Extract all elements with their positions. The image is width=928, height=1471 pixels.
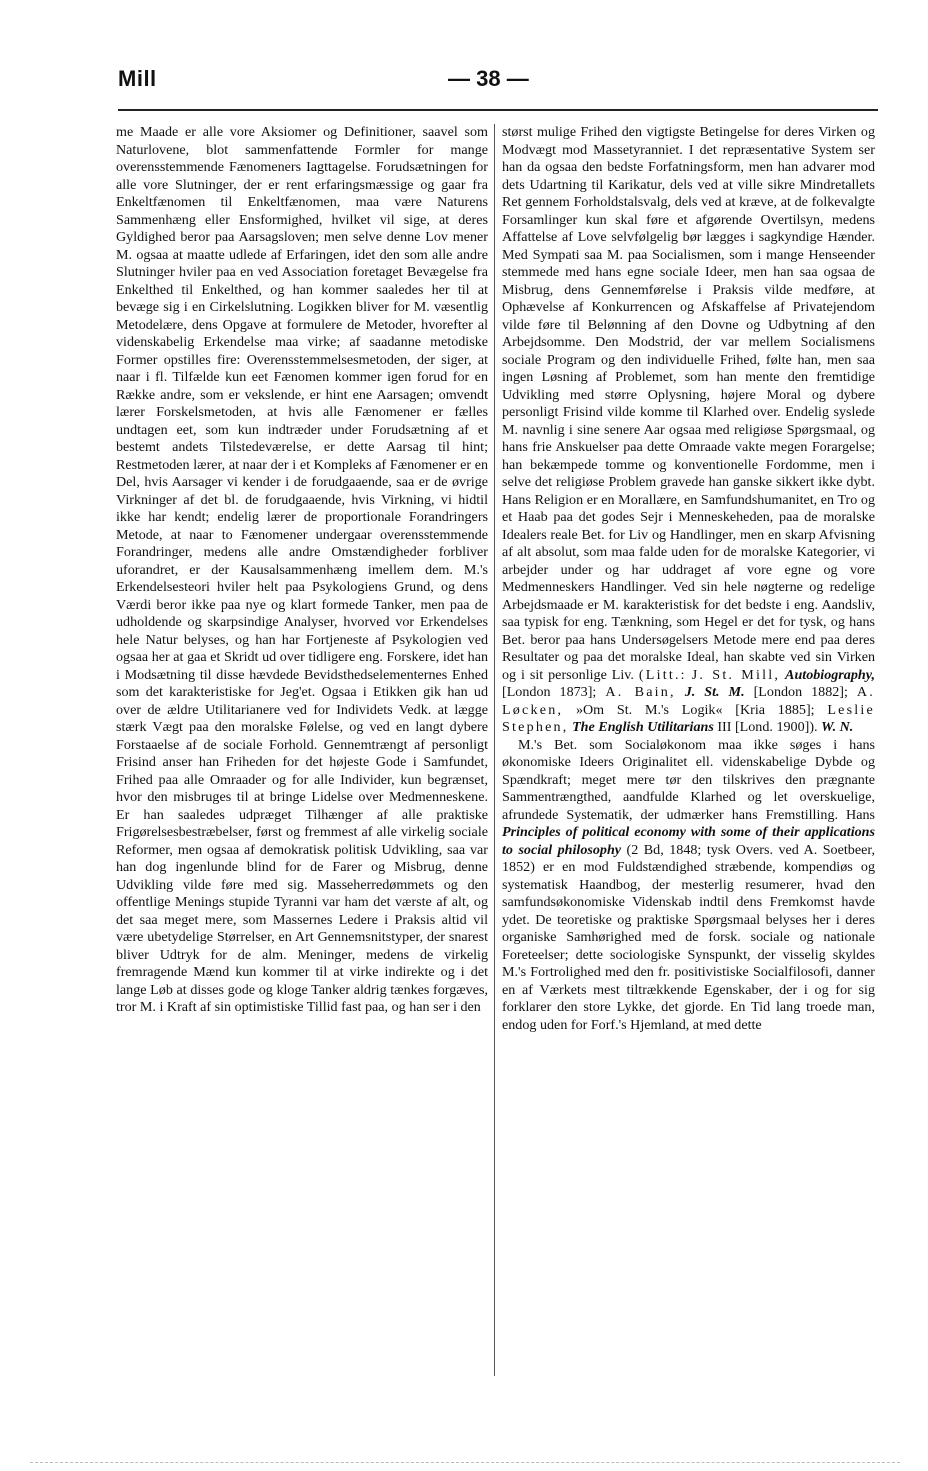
right-paragraph-2 [502,737,875,1035]
right-paragraph-1 [502,124,875,737]
page-number: — 38 — [448,66,529,91]
right-column [502,124,875,1034]
column-divider [494,124,495,1376]
scan-edge-line [30,1462,900,1463]
left-paragraph: me Maade er alle vore Aksiomer og Definitioner, saavel som Naturlovene, blot sammenfattende Formler for mange overensstemmende Fænomeners Iagttagelse. Forudsætningen for alle vore Slutninger, der er rent erfaringsmæssige og gaar fra Enkeltfænomen til Enkeltfænomen, maa være Naturens Sammenhæng eller Ensformighed, hvilket vil sige, at deres Gyldighed beror paa Aarsagsloven; men selve denne Lov mener M. ogsaa at maatte udlede af Erfaringen, idet den som alle andre Slutninger hviler paa en ved Association foretaget Bevægelse fra Enkelthed til Enkelthed, og han kommer saaledes her til at bevæge sig i en Cirkelslutning. Logikken bliver for M. væsentlig Metodelære, dens Opgave at formulere de Metoder, hvorefter al videnskabelig Erkendelse maa virke; af saadanne metodiske Former opstilles fire: Overensstemmelsesmetoden, der siger, at naar i fl. Tilfælde kun eet Fænomen kommer igen forud for en Række andre, som er vekslende, er hint ene Aarsagen; omvendt lærer Forskelsmetoden, at hvis alle Fænomener er fælles undtagen eet, som kun indtræder under Forudsætning af et bestemt andets Tilstedeværelse, er dette Aarsag til hint; Restmetoden lærer, at naar der i et Kompleks af Fænomener er en Del, hvis Aarsager vi kender i de forudgaaende, saa er de øvrige Virkninger af det bl. de forudgaaende, hvis Virkning, vi hidtil ikke har kendt; endelig lærer de proportionale Forandringers Metode, at naar to Fænomener undergaar overensstemmende Forandringer, medens alle andre Omstændigheder forbliver uforandret, er der Kausalsammenhæng imellem dem. M.'s Erkendelsesteori hviler helt paa Psykologiens Grund, og dens Værdi beror ikke paa nye og klart formede Tanker, men paa de udholdende og skarpsindige Analyser, hvorved vor Erkendelses hele Natur belyses, og han har Fortjeneste af Psykologien ved ogsaa her at gaa et Skridt ud over tidligere eng. Forskere, idet han i Modsætning til disse hævdede Bevidsthedselementernes Enhed som det karakteristiske for Jeg'et. Ogsaa i Etikken gik han ud over de ældre Utilitarianere ved for Individets Vedk. at lægge stærk Vægt paa den moralske Følelse, og ved en langt dybere Forstaaelse af de sociale Forhold. Gennemtrængt af personligt Frisind anser han Friheden for det højeste Gode i Samfundet, Frihed paa alle Omraader og for alle Individer, kun begrænset, hvor den misbruges til at bringe Lidelse over Medmenneskene. Er han saaledes udpræget Tilhænger af alle praktiske Frigørelsesbestræbelser, først og fremmest af alle virkelig sociale Reformer, men ogsaa af demokratisk politisk Udvikling, saa var han dog ingenlunde blind for de Farer og Misbrug, denne Udvikling vilde føre med sig. Masseherredømmets og den offentlige Menings stupide Tyranni var ham det værste af alt, og det saa meget mere, som Massernes Ledere i Praksis altid vil være ubetydelige Størrelser, en Art Gennemsnitstyper, der snarest bliver Udtryk for de alm. Meninger, medens de virkelig fremragende Mænd kun kommer til at virke indirekte og i det lange Løb at disses gode og kloge Tanker aldrig tænkes forgæves, tror M. i Kraft af sin optimistiske Tillid fast paa, og han ser i den [116,124,488,1015]
left-column [116,124,488,1017]
literature-jstm-pub: [London 1882]; [753,684,848,700]
literature-autobiography-pub: [London 1873]; [502,684,597,700]
literature-label: (Litt.: [638,666,687,683]
right-paragraph-2-end: (2 Bd, 1848; tysk Overs. ved A. Soetbeer, 1852) er en mod Fuldstændighed stræbende, kompendiøs og systematisk Haandbog, der mesterlig resumerer, hvad den samfundsøkonomiske Videnskab indtil dens Fremkomst havde ydet. De teoretiske og praktiske Spørgsmaal belyses her i deres organiske Samhørighed med de forsk. sociale og nationale Foreteelser; dette sociologiske Synspunkt, der visselig skyldes M.'s Fortrolighed med den fr. positivistiske Socialfilosofi, danner en af Værkets mest tiltrækkende Egenskaber, der i og for sig forklarer den store Lykke, det gjorde. En Tid lang troede man, endog uden for Forf.'s Hjemland, at med dette [502,841,875,1033]
author-signature: W. N. [821,719,854,735]
literature-bain: A. Bain, [605,684,676,700]
literature-mill: J. St. Mill, [691,666,781,683]
literature-locken: A. Løcken, [502,684,876,718]
literature-locken-pub: [Kria 1885]; [735,701,815,718]
right-paragraph-1-text: størst mulige Frihed den vigtigste Betingelse for deres Virken og Modvægt mod Massetyranniet. I det repræsentative System ser han da ogsaa den bedste Forfatningsform, men han advarer mod dets Udartning til Karikatur, dels ved at ville sikre Mindretallets Ret gennem Forholdstalsvalg, dels ved at kræve, at de folkevalgte Forsamlinger kun skal føre et afgørende Overtilsyn, medens Affattelse af Love selvfølgelig bør lægges i sagkyndige Hænder. Med Sympati saa M. paa Socialismen, som i mange Henseender stemmede med hans egne sociale Ideer, men han saa ogsaa de Misbrug, dens Gennemførelse i Praksis vilde medføre, at Ophævelse af Konkurrencen og Afskaffelse af Privatejendom vilde føre til Belønning af den Dovne og Udbytning af den Arbejdsomme. Den Modstrid, der var mellem Socialismens sociale Program og den individuelle Frihed, følte han, men saa ingen Løsning af Problemet, som han mente den fremtidige Udvikling med større Oplysning, højere Moral og dybere personligt Frisind vilde komme til Klarhed over. Endelig syslede M. navnlig i sine senere Aar ogsaa med religiøse Spørgsmaal, og hans frie Anskuelser paa dette Omraade vakte megen Forargelse; han bekæmpede tomme og konventionelle Fordomme, men i selve det religiøse Problem gravede han ganske sikkert ikke dybt. Hans Religion er en Morallære, en Samfundshumanitet, en Tro og et Haab paa det godes Sejr i Menneskeheden, paa de moralske Idealers reale Bet. for Liv og Handlinger, men en skarp Afvisning af alt absolut, som maa falde uden for de moralske Kategorier, vi arbejder under og har uddraget af vore egne og vore Medmenneskers Handlinger. Ved sin hele nøgterne og redelige Arbejdsmaade er M. karakteristisk for det bedste i eng. Aandsliv, saa typisk for eng. Tænkning, som Hegel er det for tysk, og hans Bet. beror paa hans Undersøgelsers Metode mere end paa deres Resultater og paa det moralske Ideal, han skabte ved sin Virken og i sit personlige Liv. [502,124,875,683]
literature-autobiography-title: Autobiography, [785,666,875,683]
literature-stephen: Leslie Stephen, [502,701,875,735]
running-head: Mill [118,66,157,91]
literature-utilitarians-pub: III [Lond. 1900]). [717,719,818,735]
principles-title: Principles of political economy with some of their applications to social philosophy [502,824,875,858]
right-paragraph-2-start: M.'s Bet. som Socialøkonom maa ikke søges i hans økonomiske Ideers Originalitet ell. videnskabelige Dybde og Spændkraft; meget mere tør den tilskrives den prægnante Sammentrængthed, aandfulde Klarhed og let overskuelige, afrundede Systematik, der udmærker hans Fremstilling. Hans [502,736,875,823]
literature-locken-title: »Om St. M.'s Logik« [575,701,723,718]
literature-jstm-title: J. St. M. [684,684,745,700]
header-rule [118,109,878,111]
literature-utilitarians-title: The English Utilitarians [572,719,714,735]
page-header [118,66,878,106]
